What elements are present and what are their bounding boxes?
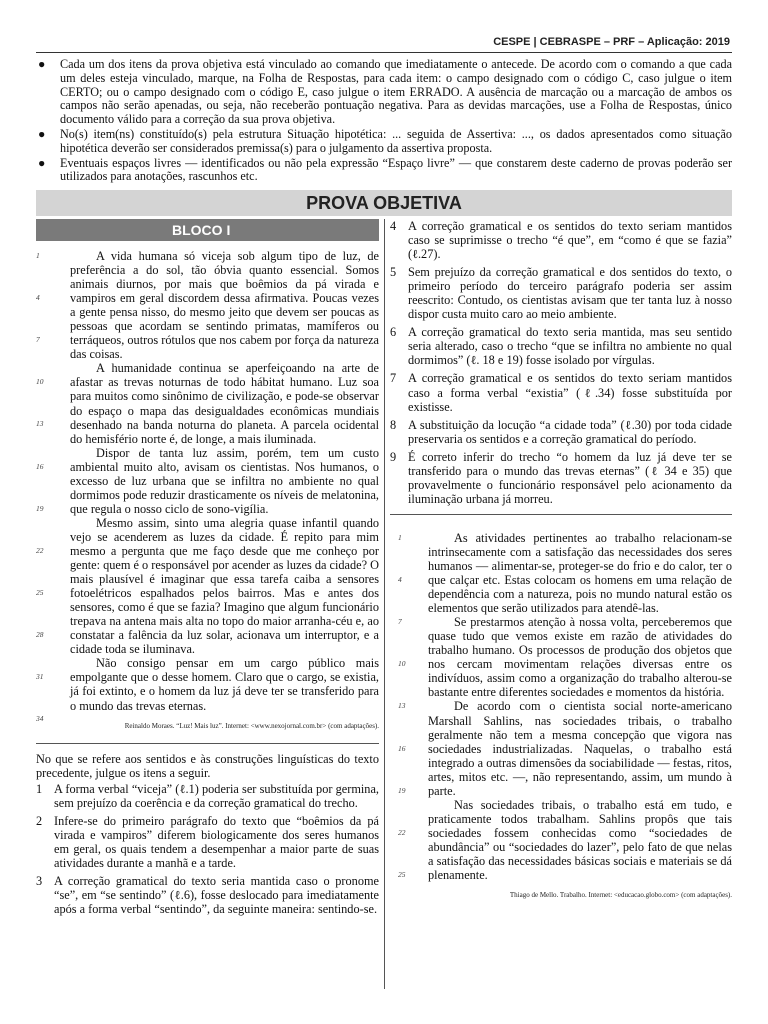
instructions (36, 58, 732, 185)
page-header (0, 30, 768, 50)
paragraph: Não consigo pensar em um cargo público mais empolgante que o desse homem. Claro que o cargo, se existia, já foi extinto, e o homem da luz já deve ter se transferido para o mundo das trevas eternas. (70, 656, 379, 713)
column-divider (384, 219, 385, 989)
divider (36, 743, 379, 744)
exam-header-text: CESPE | CEBRASPE – PRF – Aplicação: 2019 (493, 36, 730, 48)
line-number: 4 (398, 574, 402, 584)
item-number: 4 (390, 219, 397, 233)
instruction-item: ● Eventuais espaços livres — identificados ou não pela expressão “Espaço livre” — que constarem deste caderno de provas poderão ser utilizados para anotações, rascunhos etc. (38, 155, 732, 184)
text-body (36, 249, 379, 713)
item-text: Sem prejuízo da correção gramatical e dos sentidos do texto, o primeiro período do terceiro parágrafo poderia ser assim reescrito: Contudo, os cientistas avisam que ter tanta luz à nosso dispor custa muito caro ao meio ambiente. (408, 265, 732, 322)
left-column (36, 219, 379, 920)
question-item (390, 219, 732, 261)
item-number: 2 (36, 813, 43, 828)
question-item (390, 418, 732, 446)
question-item (36, 814, 379, 870)
bullet-icon: ● (38, 126, 46, 141)
item-number: 1 (36, 781, 43, 796)
line-number: 7 (36, 335, 40, 344)
divider (390, 514, 732, 515)
line-number: 22 (398, 827, 406, 837)
instruction-item: ● Cada um dos itens da prova objetiva está vinculado ao comando que imediatamente o antecede. De acordo com o comando a que cada um deles esteja vinculado, marque, na Folha de Respostas, para cada item: o campo designado com o código C, caso julgue o item CERTO; ou o campo designado com o código E, caso julgue o item ERRADO. A ausência de marcação ou a marcação de ambos os campos não serão apenadas, ou seja, não receberão pontuação negativa. Para as devidas marcações, use a Folha de Respostas, único documento válido para a correção da sua prova objetiva. (38, 57, 732, 127)
line-number: 22 (36, 546, 44, 555)
bullet-icon: ● (38, 155, 46, 170)
line-number: 13 (398, 700, 406, 710)
text-body (390, 531, 732, 882)
line-number: 19 (36, 504, 44, 513)
item-text: Infere-se do primeiro parágrafo do texto que “boêmios da pá virada e vampiros” diferem biologicamente dos seres humanos em geral, os quais tendem a desempenhar a maior parte de suas atividades durante a manhã e a tarde. (54, 813, 379, 870)
paragraph: Nas sociedades tribais, o trabalho está em tudo, e praticamente todos trabalham. Sahlins propôs que tais sociedades fossem conhecidas como “sociedades de abundância” ou “sociedades do lazer”, pelo fato de que nelas a satisfação das necessidades básicas sociais e materiais se dá plenamente. (428, 797, 732, 883)
line-number: 1 (36, 251, 40, 260)
item-number: 5 (390, 265, 397, 280)
question-item (390, 450, 732, 506)
bloco-title: BLOCO I (36, 219, 379, 241)
paragraph: As atividades pertinentes ao trabalho relacionam-se intrinsecamente com a satisfação das necessidades dos seres humanos — alimentar-se, proteger-se do frio e do calor, ter o que calçar etc. Estas colocam os homens em uma relação de dependência com a natureza, pois no mundo natural estão os elementos que serão utilizados para atendê-las. (428, 530, 732, 616)
paragraph: A vida humana só viceja sob algum tipo de luz, de preferência a do sol, tão óbvia quanto essencial. Somos animais diurnos, por mais que boêmios da pá virada e vampiros em geral discordem dessa afirmativa. Poucas vezes a gente pensa nisso, do mesmo jeito que devem ser poucas as pessoas que acordam se sentindo primatas, mamíferos ou terráqueos, outros rótulos que nos cabem por força da natureza das coisas. (70, 249, 379, 362)
paragraph: De acordo com o cientista social norte-americano Marshall Sahlins, nas sociedades tribais, o trabalho geralmente não tem a mesma concepção que vigora nas sociedades industrializadas. Naquelas, o trabalho está integrado a outras dimensões da sociabilidade — festas, ritos, artes, mitos etc. —, não representando, assim, um mundo à parte. (428, 699, 732, 798)
text-2 (390, 531, 732, 902)
prova-objetiva-title: PROVA OBJETIVA (36, 190, 732, 216)
paragraph: Se prestarmos atenção à nossa volta, perceberemos que quase tudo que vemos existe em razão de atividades do trabalho humano. Os processos de produção dos objetos que nos cercam movimentam relações diversas entre os indivíduos, assim como a organização do trabalho alterou-se bastante entre diferentes sociedades e momentos da história. (428, 615, 732, 700)
line-number: 16 (36, 462, 44, 471)
item-number: 3 (36, 873, 43, 888)
line-number: 34 (36, 714, 44, 723)
question-item (36, 782, 379, 810)
question-item (36, 874, 379, 916)
question-item (390, 371, 732, 413)
question-item (390, 265, 732, 321)
line-number: 10 (398, 658, 406, 668)
item-number: 9 (390, 449, 397, 464)
item-text: A correção gramatical do texto seria mantida caso o pronome “se”, em “se sentindo” (ℓ.6), fosse deslocado para imediatamente após a forma verbal “sentindo”, da seguinte maneira: sentindo-se. (54, 873, 379, 917)
line-number: 13 (36, 419, 44, 428)
line-number: 7 (398, 616, 402, 626)
text-1 (36, 249, 379, 733)
paragraph: Mesmo assim, sinto uma alegria quase infantil quando vejo se acenderem as luzes da cidade. É repito para mim mesmo a pergunta que me faço desde que me conheço por gente: quem é o responsável por acender as luzes da cidade? O mais plausível é imaginar que essa tarefa caiba a sensores fotoelétricos espalhados pelos bairros. Mas e antes dos sensores, como é que se fazia? Imagino que algum funcionário trepava na antena mais alta no topo do maior arranha-céu e, ao constatar a falência da luz solar, acionava um interruptor, e a cidade toda se iluminava. (70, 515, 379, 657)
question-intro: No que se refere aos sentidos e às construções linguísticas do texto precedente, julgue os itens a seguir. (36, 751, 379, 780)
item-number: 7 (390, 371, 397, 386)
item-text: A forma verbal “viceja” (ℓ.1) poderia ser substituída por germina, sem prejuízo da coerência e da correção gramatical do trecho. (54, 781, 379, 810)
line-number: 25 (398, 869, 406, 879)
item-number: 8 (390, 417, 397, 432)
line-number: 10 (36, 377, 44, 386)
item-text: A substituição da locução “a cidade toda” (ℓ.30) por toda cidade preservaria os sentidos e a correção gramatical do período. (408, 417, 732, 446)
item-text: A correção gramatical do texto seria mantida, mas seu sentido seria alterado, caso o trecho “que se infiltra no ambiente no qual dormimos” (ℓ. 18 e 19) fosse isolado por vírgulas. (408, 325, 732, 368)
line-number: 4 (36, 293, 40, 302)
line-number: 16 (398, 743, 406, 753)
item-text: É correto inferir do trecho “o homem da luz já deve ter se transferido para o mundo das trevas eternas” (ℓ 34 e 35) que provavelmente o funcionário responsável pelo acionamento da iluminação urbana já morreu. (408, 449, 732, 506)
item-text: A correção gramatical e os sentidos do texto seriam mantidos caso se suprimisse o trecho “é que”, em “como é que se fazia” (ℓ.27). (408, 219, 732, 262)
source-citation: Thiago de Mello. Trabalho. Internet: <educacao.globo.com> (com adaptações). (509, 891, 732, 900)
line-number: 19 (398, 785, 406, 795)
header-rule (36, 52, 732, 53)
item-number: 6 (390, 325, 397, 340)
right-column (390, 219, 732, 902)
line-number: 31 (36, 672, 44, 681)
item-text: A correção gramatical e os sentidos do texto seriam mantidos caso a forma verbal “existia” (ℓ.34) fosse substituída por existisse. (408, 371, 732, 414)
source-citation: Reinaldo Moraes. “Luz! Mais luz”. Internet: <www.nexojornal.com.br> (com adaptações). (124, 721, 379, 730)
instruction-item: ● No(s) item(ns) constituído(s) pela estrutura Situação hipotética: ... seguida de Assertiva: ..., os dados apresentados como situação hipotética deverão ser considerados premissa(s) para o julgamento da assertiva proposta. (38, 126, 732, 155)
paragraph: Dispor de tanta luz assim, porém, tem um custo ambiental muito alto, avisam os cientistas. Nos humanos, o excesso de luz urbana que se infiltra no ambiente no qual dormimos pode reduzir drasticamente os níveis de melatonina, que regula o nosso ciclo de sono-vigília. (70, 445, 379, 516)
line-number: 1 (398, 532, 402, 542)
line-number: 28 (36, 630, 44, 639)
bullet-icon: ● (38, 57, 46, 71)
paragraph: A humanidade continua se aperfeiçoando na arte de afastar as trevas noturnas de todo hábitat humano. Luz soa para muitos como sinônimo de civilização, e pode-se observar do espaço o mapa das desigualdades econômicas mundiais desenhado na banda noturna do planeta. A parcela ocidental do hemisfério norte é, de longe, a mais iluminada. (70, 361, 379, 446)
line-number: 25 (36, 588, 44, 597)
question-item (390, 325, 732, 367)
